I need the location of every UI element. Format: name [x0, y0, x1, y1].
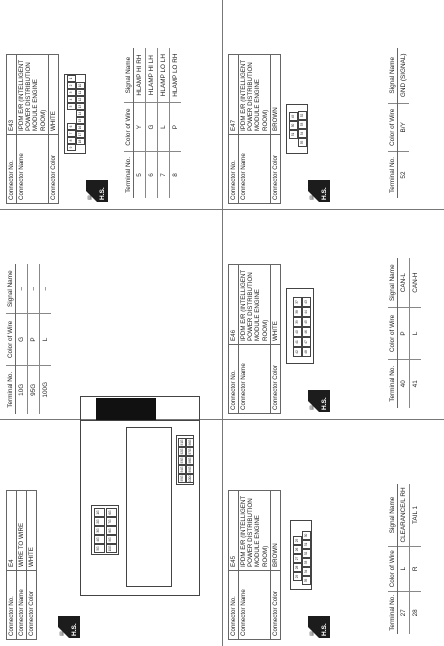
hs-icon: ▤ H.S. [308, 390, 330, 412]
table-row: 7 L HLAMP LO LH [158, 48, 170, 198]
e43-header [6, 54, 59, 204]
e46-header [228, 264, 281, 414]
col-color-of-wire: Color of Wire [6, 314, 16, 365]
label-connector-color: Connector Color [270, 571, 280, 640]
e43-pin: 14 [76, 110, 85, 117]
e4-pin: 10G [106, 544, 117, 553]
e4-pin: 99G [188, 466, 192, 473]
col-color-of-wire: Color of Wire [388, 308, 398, 359]
e45-pin: 30 [302, 531, 311, 540]
table-row: 10G G – [16, 264, 28, 414]
e4-connector-color: WHITE [27, 491, 37, 571]
e4-pin: 95G [180, 475, 184, 482]
e46-pin: 47 [302, 337, 311, 347]
e43-pin: 6 [67, 123, 76, 130]
e43-pin: 4 [67, 96, 76, 103]
e4-pin-block-small [91, 505, 119, 555]
e47-connector-color: BROWN [270, 55, 280, 135]
label-connector-color: Connector Color [48, 135, 58, 204]
connector-e47-panel [228, 6, 438, 204]
e46-pin: 37 [293, 297, 302, 307]
e4-pin: 98G [188, 457, 192, 464]
e47-pin: 55 [298, 138, 307, 147]
vertical-divider-bottom-2 [222, 209, 444, 210]
e4-connector-name: WIRE TO WIRE [17, 491, 27, 571]
table-row: 95G P – [28, 264, 40, 414]
e4-pin: 2G [94, 517, 105, 526]
col-color-of-wire: Color of Wire [124, 103, 134, 152]
e47-connector-name: IPDM E/R (INTELLIGENT POWER DISTRIBUTION MODULE ENGINE ROOM) [239, 55, 271, 135]
e4-pin: 93G [180, 457, 184, 464]
e46-pin: 46 [302, 327, 311, 337]
e46-connector-color: WHITE [270, 265, 280, 345]
e4-pin: 91G [180, 439, 184, 446]
e4-pin: 97G [188, 448, 192, 455]
table-row: 100G L – [40, 264, 52, 414]
e45-connector-diagram [290, 520, 312, 590]
e46-connector-no: E46 [229, 265, 239, 345]
label-connector-name: Connector Name [239, 571, 271, 640]
col-terminal-no: Terminal No. [388, 359, 398, 408]
e45-terminal-table [388, 484, 421, 634]
e43-pin: 12 [76, 96, 85, 103]
e43-pin: 7 [67, 130, 76, 137]
label-connector-name: Connector Name [239, 345, 271, 414]
col-terminal-no: Terminal No. [124, 151, 134, 198]
e4-pin: 6G [106, 508, 117, 517]
label-connector-color: Connector Color [270, 345, 280, 414]
label-connector-no: Connector No. [7, 135, 17, 204]
e46-connector-diagram [286, 288, 314, 364]
table-row: 27 L CLEARANCE/L RH [398, 484, 410, 634]
e47-pin: 51 [289, 130, 298, 139]
table-row: 41 L CAN-H [410, 258, 422, 408]
table-row: 8 P HLAMP LO RH [170, 48, 182, 198]
e4-pin: 96G [188, 439, 192, 446]
e46-terminal-table [388, 258, 421, 408]
col-terminal-no: Terminal No. [388, 591, 398, 634]
label-connector-name: Connector Name [17, 135, 49, 204]
col-terminal-no: Terminal No. [6, 365, 16, 414]
e45-connector-no: E45 [229, 491, 239, 571]
e43-pin: 17 [76, 131, 85, 138]
hs-icon: ▤ H.S. [58, 616, 80, 638]
e4-pin: 4G [94, 535, 105, 544]
e43-pin: 15 [76, 117, 85, 124]
e4-pin: 3G [94, 526, 105, 535]
col-signal-name: Signal Name [388, 484, 398, 546]
e46-pin: 44 [302, 307, 311, 317]
e4-pin: 100G [188, 474, 192, 482]
e4-terminal-table [6, 264, 51, 414]
table-row: 40 P CAN-L [398, 258, 410, 408]
e46-pin: 39 [293, 317, 302, 327]
e46-pin: 41 [293, 337, 302, 347]
e45-pin: 31 [302, 540, 311, 549]
connector-e46-panel [228, 216, 438, 414]
e43-pin: 3 [67, 89, 76, 96]
e4-pin: 8G [106, 526, 117, 535]
e46-pin: 43 [302, 297, 311, 307]
e43-pin: 16 [76, 124, 85, 131]
e47-pin: 53 [298, 120, 307, 129]
col-signal-name: Signal Name [388, 258, 398, 308]
e45-pin: 25 [293, 536, 302, 545]
e47-header [228, 54, 281, 204]
e45-header [228, 490, 281, 640]
label-connector-no: Connector No. [7, 571, 17, 640]
e46-connector-name: IPDM E/R (INTELLIGENT POWER DISTRIBUTION MODULE ENGINE ROOM) [239, 265, 271, 345]
e4-pin: 94G [180, 466, 184, 473]
col-signal-name: Signal Name [6, 264, 16, 314]
e45-connector-name: IPDM E/R (INTELLIGENT POWER DISTRIBUTION MODULE ENGINE ROOM) [239, 491, 271, 571]
e4-pin-block-large [126, 427, 172, 587]
table-row: 6 G HLAMP HI LH [146, 48, 158, 198]
e4-connector-diagram [80, 420, 200, 596]
label-connector-name: Connector Name [239, 135, 271, 204]
e45-pin: 33 [302, 558, 311, 567]
e4-pin: 5G [94, 544, 105, 553]
connector-e45-panel [228, 426, 438, 640]
col-signal-name: Signal Name [124, 48, 134, 103]
label-connector-no: Connector No. [229, 135, 239, 204]
e4-header [6, 490, 37, 640]
table-row: 52 B/Y GND (SIGNAL) [398, 48, 410, 198]
e4-pin: 92G [180, 448, 184, 455]
e45-pin: 34 [302, 567, 311, 576]
e45-pin: 29 [293, 572, 302, 581]
connector-e43-panel [6, 6, 216, 204]
e4-pin: 7G [106, 517, 117, 526]
label-connector-color: Connector Color [27, 571, 37, 640]
e45-connector-color: BROWN [270, 491, 280, 571]
e46-pin: 38 [293, 307, 302, 317]
label-connector-name: Connector Name [17, 571, 27, 640]
e45-pin: 27 [293, 554, 302, 563]
hs-icon: ▤ H.S. [308, 616, 330, 638]
e45-pin: 32 [302, 549, 311, 558]
col-color-of-wire: Color of Wire [388, 546, 398, 591]
hs-icon: ▤ H.S. [86, 180, 108, 202]
e46-pin: 40 [293, 327, 302, 337]
e43-pin: 2 [67, 82, 76, 89]
col-color-of-wire: Color of Wire [388, 103, 398, 152]
e47-connector-no: E47 [229, 55, 239, 135]
e47-pin: 54 [298, 129, 307, 138]
e43-pin: 5 [67, 103, 76, 110]
e4-connector-no: E4 [7, 491, 17, 571]
e47-connector-diagram [286, 104, 308, 154]
label-connector-color: Connector Color [270, 135, 280, 204]
col-signal-name: Signal Name [388, 48, 398, 103]
e43-connector-name: IPDM E/R (INTELLIGENT POWER DISTRIBUTION MODULE ENGINE ROOM) [17, 55, 49, 135]
e43-pin: 9 [67, 144, 76, 151]
vertical-divider-bottom-1 [222, 419, 444, 420]
e4-pin: 9G [106, 535, 117, 544]
e4-pin: 1G [94, 508, 105, 517]
e45-pin: 26 [293, 545, 302, 554]
e46-pin: 42 [293, 347, 302, 357]
e43-connector-color: WHITE [48, 55, 58, 135]
label-connector-no: Connector No. [229, 345, 239, 414]
e43-pin: 1 [67, 75, 76, 82]
table-row: 5 Y HLAMP HI RH [134, 48, 146, 198]
e47-pin: 50 [289, 121, 298, 130]
horizontal-divider [222, 0, 223, 646]
e43-pin: 11 [76, 89, 85, 96]
vertical-divider-top-2 [0, 209, 222, 210]
e4-terminal-panel [6, 216, 216, 414]
table-row: 28 R TAIL 1 [410, 484, 422, 634]
e46-pin: 45 [302, 317, 311, 327]
e45-pin: 28 [293, 563, 302, 572]
e46-pin: 48 [302, 347, 311, 357]
e43-pin: 8 [67, 137, 76, 144]
col-terminal-no: Terminal No. [388, 152, 398, 198]
e43-pin: 18 [76, 138, 85, 145]
e43-connector-diagram [64, 74, 86, 154]
e43-pin: 13 [76, 103, 85, 110]
e47-pin: 49 [289, 112, 298, 121]
e47-pin: 52 [298, 111, 307, 120]
label-connector-no: Connector No. [229, 571, 239, 640]
e43-terminal-table [124, 48, 181, 198]
e47-terminal-table [388, 48, 409, 198]
e43-connector-no: E43 [7, 55, 17, 135]
e45-pin: 35 [302, 576, 311, 585]
e43-pin: 10 [76, 82, 85, 89]
hs-icon: ▤ H.S. [308, 180, 330, 202]
e4-pin-block-bottom [176, 435, 194, 485]
